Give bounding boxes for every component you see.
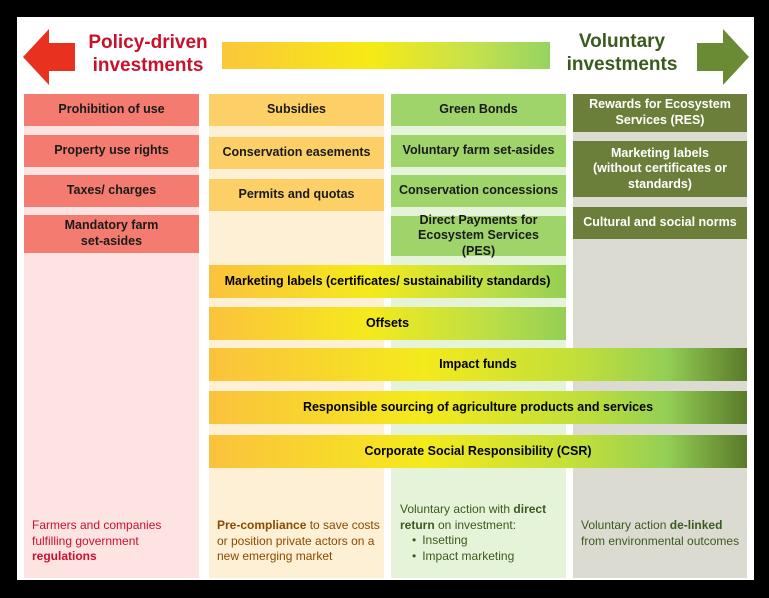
cultural-social-norms-box: Cultural and social norms [573,207,747,239]
voluntary-title: Voluntary investments [566,31,678,75]
gradient-spectrum-bar [222,42,550,69]
csr-bar: Corporate Social Responsibility (CSR) [209,435,747,468]
mandatory-farm-set-asides-box: Mandatory farm set-asides [24,215,199,253]
diagram-panel [17,17,754,580]
prohibition-of-use-box: Prohibition of use [24,94,199,126]
de-linked-note: Voluntary action de-linked from environmental outcomes [581,518,740,548]
policy-note: Farmers and companies fulfilling government regulations [32,518,162,564]
permits-and-quotas-box: Permits and quotas [209,179,384,211]
arrow-left-icon [23,29,75,85]
marketing-labels-certificates-bar: Marketing labels (certificates/ sustainability standards) [209,265,566,298]
property-use-rights-box: Property use rights [24,135,199,167]
arrow-right-icon [697,29,749,85]
direct-payments-pes-box: Direct Payments for Ecosystem Services (PES) [391,216,566,256]
list-item: • Impact marketing [412,549,565,565]
list-item: • Insetting [412,533,565,549]
subsidies-box: Subsidies [209,94,384,126]
rewards-ecosystem-services-box: Rewards for Ecosystem Services (RES) [573,94,747,132]
impact-funds-bar: Impact funds [209,348,747,381]
policy-driven-title: Policy-driven investments [88,32,208,76]
policy-column-bg [24,100,199,578]
direct-return-note: Voluntary action with direct return on investment: • Insetting • Impact marketing [400,502,565,564]
responsible-sourcing-bar: Responsible sourcing of agriculture products and services [209,391,747,424]
taxes-charges-box: Taxes/ charges [24,175,199,207]
offsets-bar: Offsets [209,307,566,340]
conservation-concessions-box: Conservation concessions [391,175,566,207]
marketing-labels-no-certificates-box: Marketing labels (without certificates or standards) [573,141,747,197]
pre-compliance-note: Pre-compliance to save costs or position private actors on a new emerging market [217,518,380,564]
direct-return-list [400,533,565,564]
green-bonds-box: Green Bonds [391,94,566,126]
conservation-easements-box: Conservation easements [209,137,384,169]
voluntary-farm-set-asides-box: Voluntary farm set-asides [391,135,566,167]
